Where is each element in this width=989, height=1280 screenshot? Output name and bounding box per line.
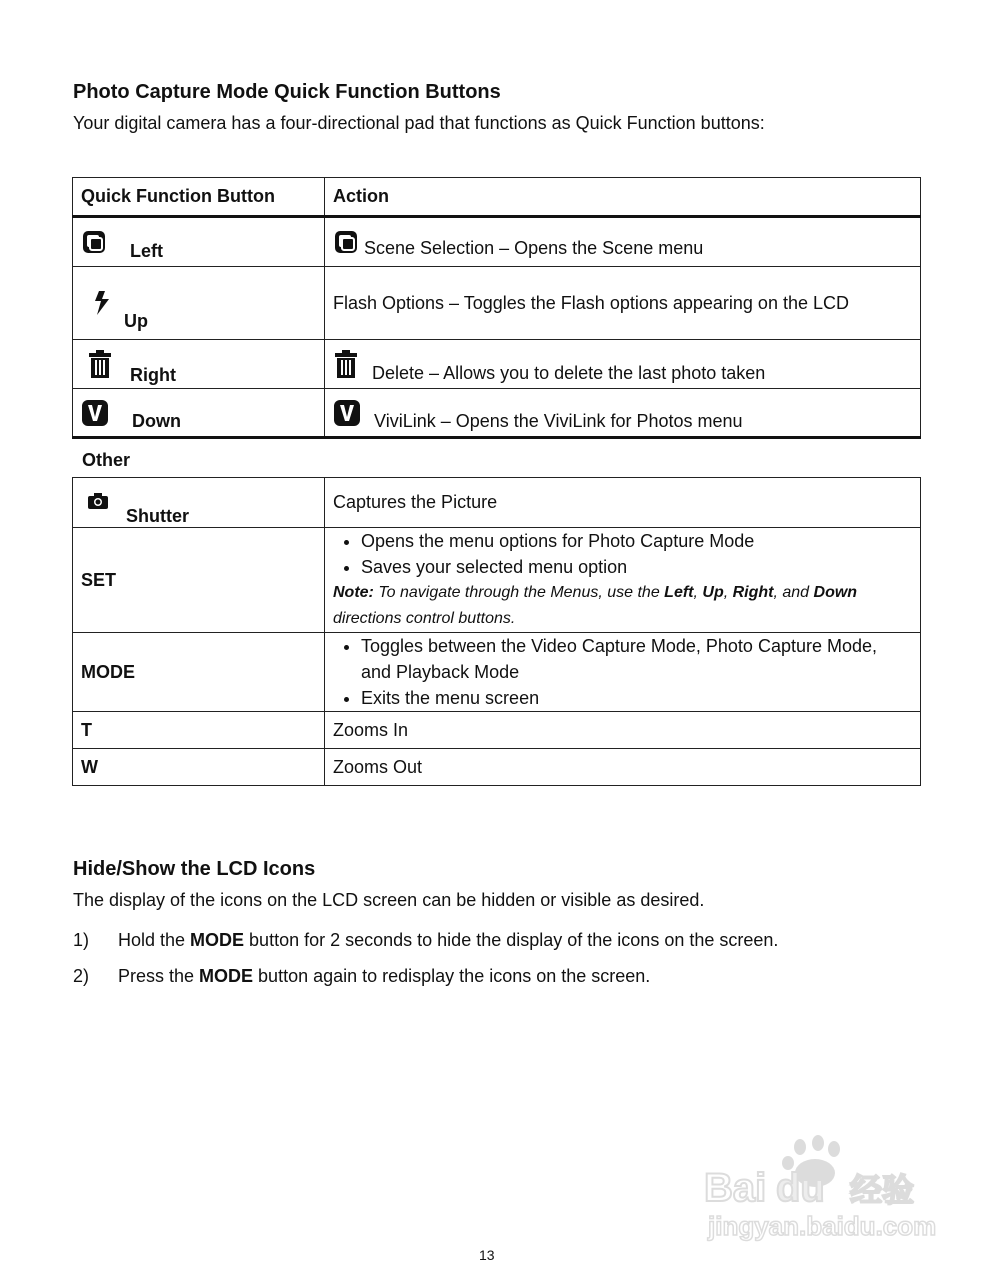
section-title-quick-function: Photo Capture Mode Quick Function Buttons [73, 81, 501, 103]
set-note-line2: directions control buttons. [333, 610, 516, 627]
quick-function-table [72, 177, 921, 439]
page-number: 13 [479, 1247, 495, 1263]
list-item: 1) Hold the MODE button for 2 seconds to hide the display of the icons on the screen. [73, 930, 779, 950]
other-label: Other [82, 450, 131, 470]
table-row [73, 712, 921, 749]
set-bullets [333, 528, 912, 580]
button-label-set: SET [81, 569, 117, 590]
list-item: • Toggles between the Video Capture Mode, Photo Capture Mode, and Playback Mode [361, 633, 912, 685]
button-label-right: Right [130, 365, 176, 385]
watermark-text-cn: 经验 [850, 1171, 915, 1209]
table-row [73, 528, 921, 633]
action-t: Zooms In [325, 712, 921, 749]
action-left: Scene Selection – Opens the Scene menu [364, 238, 704, 258]
list-item: • Exits the menu screen [361, 685, 912, 711]
action-down: ViviLink – Opens the ViviLink for Photos menu [374, 410, 743, 431]
list-item: • Saves your selected menu option [361, 554, 912, 580]
table-row [73, 633, 921, 712]
list-item: • Opens the menu options for Photo Capture Mode [361, 528, 912, 554]
section-intro: Your digital camera has a four-directional pad that functions as Quick Function buttons: [73, 113, 765, 133]
steps-list [73, 927, 778, 999]
table-row [73, 749, 921, 786]
header-action: Action [325, 178, 921, 217]
watermark-text-bai: Bai [704, 1166, 767, 1210]
table-header-row [73, 178, 921, 217]
section-title-hide-show: Hide/Show the LCD Icons [73, 858, 316, 880]
scene-icon [81, 229, 107, 255]
table-row [73, 389, 921, 438]
watermark-url: jingyan.baidu.com [708, 1211, 937, 1241]
scene-icon [333, 229, 359, 255]
button-label-up: Up [124, 311, 149, 331]
camera-icon [87, 492, 109, 510]
vivilink-icon [81, 399, 109, 427]
button-label-t: T [81, 720, 92, 740]
table-row [73, 478, 921, 528]
action-right: Delete – Allows you to delete the last photo taken [372, 363, 766, 383]
watermark-text-du: du [776, 1166, 825, 1210]
list-item: 2) Press the MODE button again to redisplay the icons on the screen. [73, 966, 651, 986]
action-up: Flash Options – Toggles the Flash options appearing on the LCD [325, 267, 921, 340]
button-label-down: Down [132, 410, 182, 431]
button-label-left: Left [130, 241, 164, 261]
mode-bullets [333, 633, 912, 711]
table-row [73, 267, 921, 340]
header-quick-function-button: Quick Function Button [73, 178, 325, 217]
other-buttons-table [72, 477, 921, 786]
trash-icon [87, 349, 113, 379]
button-label-shutter: Shutter [126, 506, 190, 526]
action-shutter: Captures the Picture [325, 478, 921, 528]
table-row [73, 340, 921, 389]
button-label-mode: MODE [81, 661, 135, 682]
baidu-watermark [700, 1135, 940, 1245]
button-label-w: W [81, 757, 98, 777]
section2-intro: The display of the icons on the LCD screen can be hidden or visible as desired. [73, 890, 705, 910]
action-w: Zooms Out [325, 749, 921, 786]
table-row [73, 217, 921, 267]
trash-icon [333, 349, 359, 379]
flash-icon [93, 289, 113, 317]
set-note: Note: To navigate through the Menus, use the Left, Up, Right, and Down [333, 584, 858, 601]
vivilink-icon [333, 399, 361, 427]
